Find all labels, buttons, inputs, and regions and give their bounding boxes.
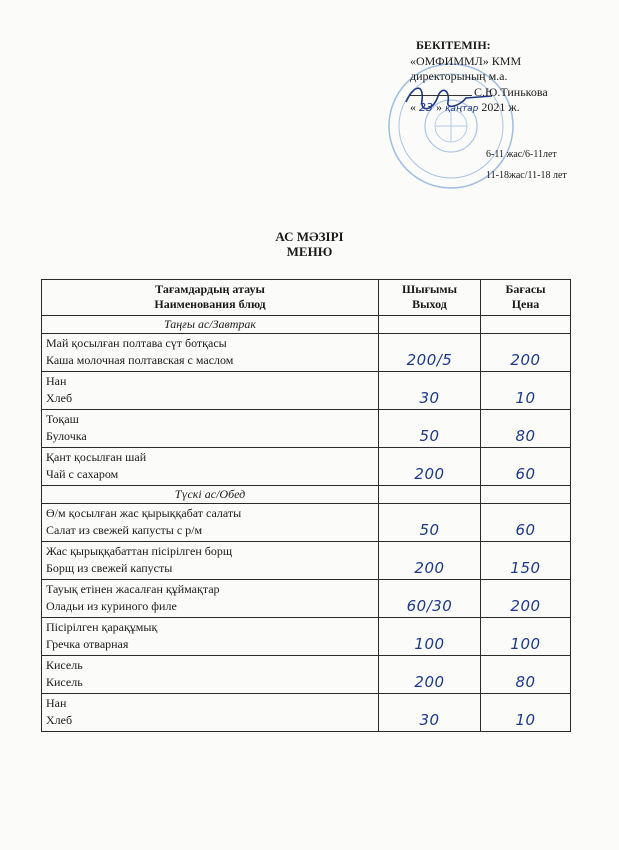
price-cell (481, 656, 571, 694)
table-row (42, 410, 571, 448)
section-row (42, 486, 571, 504)
price-cell (481, 542, 571, 580)
output-cell (379, 580, 481, 618)
price-value: 10 (515, 389, 536, 407)
dish-name-cell (42, 372, 379, 410)
dish-name-ru: Каша молочная полтавская с маслом (46, 353, 234, 367)
output-value: 200 (414, 465, 445, 483)
dish-name-cell (42, 334, 379, 372)
title-kz: АС МӘЗІРІ (275, 229, 344, 244)
price-cell (481, 448, 571, 486)
dish-name-ru: Хлеб (46, 391, 73, 405)
price-value: 60 (515, 521, 536, 539)
price-value: 200 (510, 597, 541, 615)
section-title: Таңғы ас/Завтрак (42, 316, 379, 334)
dish-name-ru: Салат из свежей капусты с р/м (46, 523, 203, 537)
section-title: Түскі ас/Обед (42, 486, 379, 504)
output-value: 30 (419, 711, 440, 729)
output-value: 30 (419, 389, 440, 407)
approval-org: «ОМФИММЛ» КММ (410, 53, 522, 68)
dish-name-cell (42, 410, 379, 448)
dish-name-ru: Оладьи из куриного филе (46, 599, 177, 613)
output-value: 60/30 (406, 597, 453, 615)
date-year: 2021 ж. (481, 100, 520, 114)
dish-name-cell (42, 618, 379, 656)
header-dish-ru: Наименования блюд (154, 297, 266, 311)
output-value: 50 (419, 521, 440, 539)
signature-underline (410, 95, 472, 96)
dish-name-ru: Хлеб (46, 713, 73, 727)
age-group-2: 11-18жас/11-18 лет (486, 170, 567, 181)
approval-position: директорының м.а. (410, 69, 508, 83)
dish-name-ru: Борщ из свежей капусты (46, 561, 173, 575)
date-month: қаңтар (445, 104, 479, 114)
table-row (42, 504, 571, 542)
approval-date (410, 100, 548, 118)
output-cell (379, 334, 481, 372)
price-value: 80 (515, 673, 536, 691)
table-row (42, 334, 571, 372)
dish-name-ru: Кисель (46, 675, 83, 689)
header-dish-name (42, 280, 379, 316)
price-cell (481, 580, 571, 618)
output-cell (379, 618, 481, 656)
date-close-quote: » (436, 100, 442, 114)
age-group-1: 6-11 жас/6-11лет (486, 149, 557, 160)
section-row (42, 316, 571, 334)
header-price (481, 280, 571, 316)
empty-cell (481, 486, 571, 504)
dish-name-kz: Тауық етінен жасалған құймақтар (46, 582, 220, 596)
dish-name-cell (42, 580, 379, 618)
dish-name-cell (42, 694, 379, 732)
output-cell (379, 410, 481, 448)
table-row (42, 542, 571, 580)
date-open-quote: « (410, 100, 416, 114)
header-price-kz: Бағасы (505, 282, 546, 296)
output-cell (379, 542, 481, 580)
output-cell (379, 448, 481, 486)
table-row (42, 656, 571, 694)
header-output (379, 280, 481, 316)
approval-block (410, 38, 548, 118)
dish-name-cell (42, 542, 379, 580)
price-cell (481, 504, 571, 542)
date-day: 23 (419, 101, 433, 114)
table-row (42, 618, 571, 656)
approver-name: С.Ю.Тинькова (474, 84, 548, 99)
output-cell (379, 694, 481, 732)
dish-name-kz: Кисель (46, 658, 83, 672)
dish-name-ru: Булочка (46, 429, 87, 443)
output-value: 50 (419, 427, 440, 445)
price-value: 150 (510, 559, 541, 577)
header-price-ru: Цена (511, 297, 540, 311)
table-row (42, 580, 571, 618)
empty-cell (379, 486, 481, 504)
header-dish-kz: Тағамдардың атауы (155, 282, 265, 296)
price-value: 100 (510, 635, 541, 653)
dish-name-ru: Чай с сахаром (46, 467, 119, 481)
age-groups (486, 144, 567, 186)
menu-table (41, 279, 571, 732)
price-cell (481, 334, 571, 372)
dish-name-kz: Жас қырыққабаттан пісірілген борщ (46, 544, 233, 558)
output-value: 200/5 (406, 351, 453, 369)
header-output-kz: Шығымы (402, 282, 457, 296)
output-cell (379, 504, 481, 542)
dish-name-kz: Тоқаш (46, 412, 79, 426)
dish-name-cell (42, 504, 379, 542)
output-cell (379, 656, 481, 694)
price-value: 10 (515, 711, 536, 729)
price-value: 80 (515, 427, 536, 445)
dish-name-kz: Нан (46, 696, 67, 710)
table-header-row (42, 280, 571, 316)
dish-name-kz: Май қосылған полтава сүт ботқасы (46, 336, 227, 350)
empty-cell (481, 316, 571, 334)
table-row (42, 448, 571, 486)
price-cell (481, 372, 571, 410)
dish-name-kz: Пісірілген қарақұмық (46, 620, 158, 634)
dish-name-kz: Ө/м қосылған жас қырыққабат салаты (46, 506, 242, 520)
approval-signature-line (410, 85, 548, 101)
output-value: 200 (414, 559, 445, 577)
dish-name-ru: Гречка отварная (46, 637, 129, 651)
price-cell (481, 694, 571, 732)
table-row (42, 694, 571, 732)
price-cell (481, 618, 571, 656)
price-value: 200 (510, 351, 541, 369)
price-value: 60 (515, 465, 536, 483)
dish-name-kz: Қант қосылған шай (46, 450, 147, 464)
output-value: 100 (414, 635, 445, 653)
approval-heading: БЕКІТЕМІН: (416, 38, 491, 52)
dish-name-kz: Нан (46, 374, 67, 388)
table-row (42, 372, 571, 410)
header-output-ru: Выход (412, 297, 447, 311)
title-ru: МЕНЮ (286, 244, 333, 259)
output-cell (379, 372, 481, 410)
dish-name-cell (42, 448, 379, 486)
empty-cell (379, 316, 481, 334)
output-value: 200 (414, 673, 445, 691)
dish-name-cell (42, 656, 379, 694)
price-cell (481, 410, 571, 448)
